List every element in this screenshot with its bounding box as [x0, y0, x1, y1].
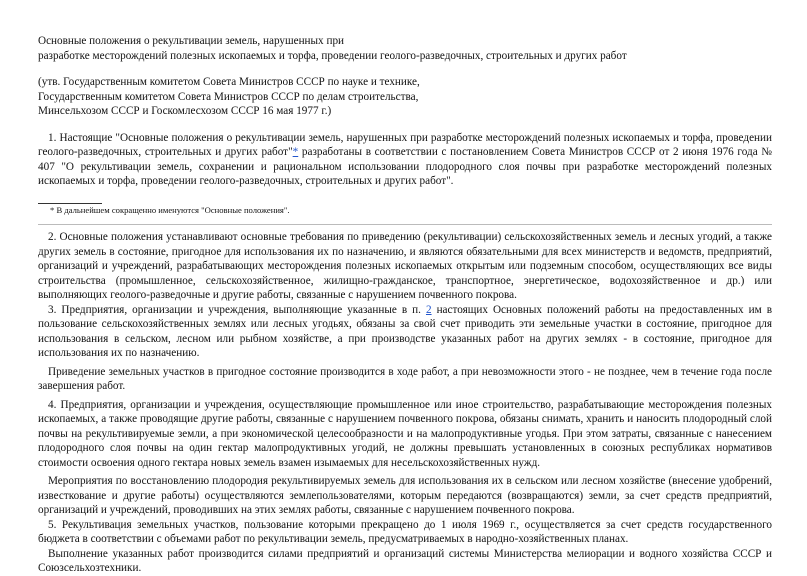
paragraph-4-continued: Мероприятия по восстановлению плодородия рекультивируемых земель для использования их в сельском или лесном хозяйстве (внесение удобрений, известкование и другие работы) осуществляются землепользователями, которым передаются (возвращаются) земли, за счет средств предприятий, организаций и учреждений, проводивших на этих землях работы, связанные с нарушением почвенного покрова.	[38, 475, 772, 517]
paragraph-1-text-end: разработаны в соответствии с постановлением Совета Министров СССР от 2 июня 1976 года № 407 "О рекультивации земель, сохранении и рациональном использовании плодородного слоя почвы при разработке месторождений полезных ископаемых и торфа, проведении геолого-разведочных, строительных и других работ".	[38, 146, 772, 187]
paragraph-5-continued: Выполнение указанных работ производится силами предприятий и организаций системы Министерства мелиорации и водного хозяйства СССР и Союзсельхозтехники.	[38, 547, 772, 575]
approval-line-3: Минсельхозом СССР и Госкомлесхозом СССР 16 мая 1977 г.)	[38, 105, 332, 117]
paragraph-4: 4. Предприятия, организации и учреждения, осуществляющие промышленное или иное строительство, разрабатывающие месторождения полезных ископаемых, а также проводящие другие работы, связанные с нарушением почвенного покрова, обязаны снимать, хранить и наносить плодородный слой почвы на рекультивируемые земли, а при экономической целесообразности и на малопродуктивные угодья. При этом затраты, связанные с нанесением плодородного слоя почвы на один гектар малопродуктивных угодий, не должны превышать установленных в союзных республиках нормативов стоимости освоения одного гектара новых земель взамен изымаемых для несельскохозяйственных нужд.	[38, 398, 772, 469]
footnote-text: * В дальнейшем сокращенно именуются "Основные положения".	[50, 204, 290, 215]
approval-note	[38, 75, 772, 119]
paragraph-3	[38, 303, 772, 361]
section-2-link[interactable]: 2	[425, 303, 432, 316]
paragraph-3-continued: Приведение земельных участков в пригодное состояние производится в ходе работ, а при невозможности этого - не позднее, чем в течение года после завершения работ.	[38, 365, 772, 393]
paragraph-2: 2. Основные положения устанавливают основные требования по приведению (рекультивации) сельскохозяйственных земель и лесных угодий, а также других земель в состояние, пригодное для использования их по назначению, и являются обязательными для всех министерств и ведомств, предприятий, организаций и учреждений, разрабатывающих месторождения полезных ископаемых открытым или подземным способом, осуществляющих все виды строительства (промышленное, сельскохозяйственное, жилищно-гражданское, транспортное, энергетическое, водохозяйственное и др.) или выполняющих геолого-разведочные и другие работы, связанные с нарушением почвенного покрова.	[38, 231, 772, 302]
footnote-separator	[38, 203, 102, 204]
paragraph-3-text-start: 3. Предприятия, организации и учреждения, выполняющие указанные в п.	[48, 303, 426, 316]
footnote-bottom-rule	[38, 224, 772, 225]
paragraph-1-text-start: 1. Настоящие "Основные положения о рекультивации земель, нарушенных при разработке месторождений полезных ископаемых и торфа, проведении геолого-разведочных, строительных и других работ"	[38, 131, 772, 158]
document-body	[38, 34, 772, 576]
title-line-2: разработке месторождений полезных ископаемых и торфа, проведении геолого-разведочных, строительных и других работ	[38, 49, 627, 62]
paragraph-1	[38, 131, 772, 189]
footnote-ref-link[interactable]: *	[292, 146, 299, 158]
approval-line-1: (утв. Государственным комитетом Совета Министров СССР по науке и технике,	[38, 76, 420, 88]
document-title	[38, 34, 772, 63]
approval-line-2: Государственным комитетом Совета Министров СССР по делам строительства,	[38, 90, 419, 103]
paragraph-5: 5. Рекультивация земельных участков, пользование которыми прекращено до 1 июля 1969 г., осуществляется за счет средств государственного бюджета в соответствии с объемами работ по рекультивации земель, предусматриваемых в народно-хозяйственных планах.	[38, 518, 772, 546]
paragraph-3-text-end: настоящих Основных положений работы на предоставленных им в пользование сельскохозяйственных землях или лесных угодьях, обязаны за свой счет приводить эти земельные участки в состояние, пригодное для использования в сельском, лесном или рыбном хозяйстве, а при производстве указанных работ на других землях - в состояние, пригодное для использования их по назначению.	[38, 303, 772, 360]
title-line-1: Основные положения о рекультивации земель, нарушенных при	[38, 35, 345, 47]
